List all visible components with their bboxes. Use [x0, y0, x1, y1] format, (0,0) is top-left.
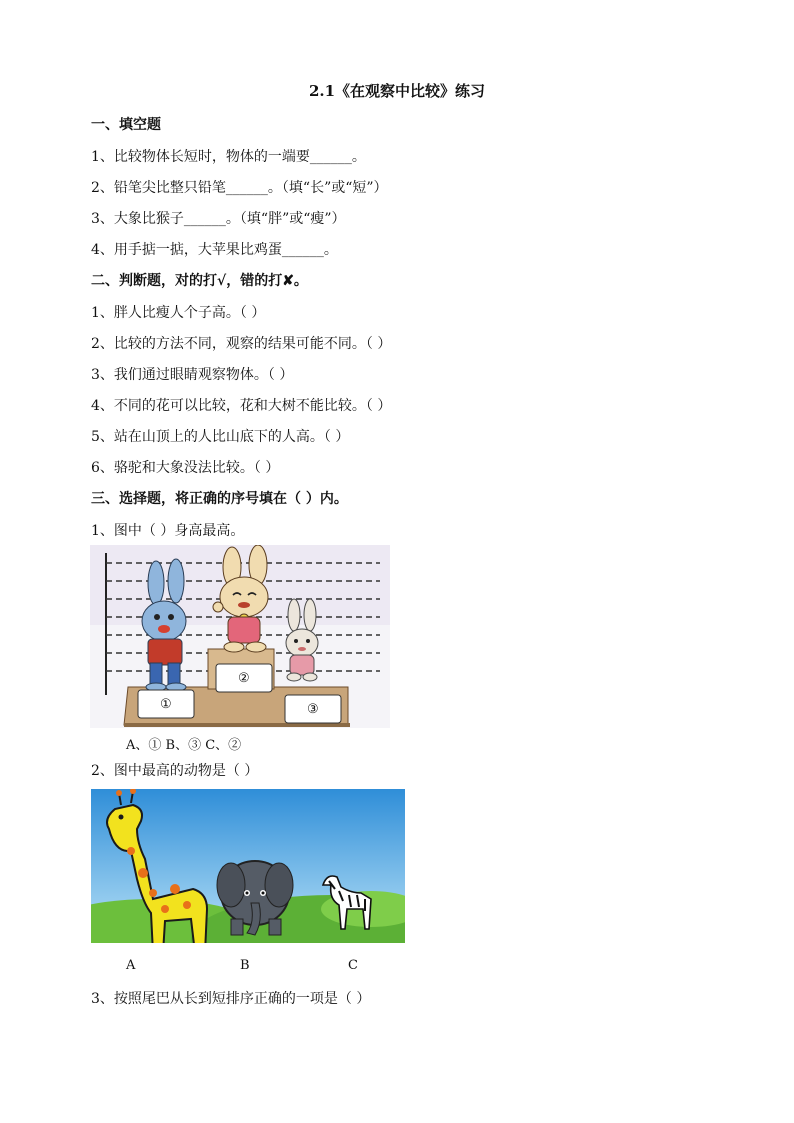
- box-label-3: ③: [307, 702, 319, 717]
- section1-heading: 一、填空题: [91, 117, 161, 133]
- box-label-1: ①: [160, 697, 172, 712]
- section3-heading: 三、选择题，将正确的序号填在（ ）内。: [91, 491, 348, 507]
- judge-question-1: 1、胖人比瘦人个子高。（ ）: [91, 305, 266, 321]
- judge-question-3: 3、我们通过眼睛观察物体。（ ）: [91, 367, 294, 383]
- choice-question-2: 2、图中最高的动物是（ ）: [91, 763, 259, 779]
- animal-label-b: B: [240, 958, 250, 973]
- fill-question-3: 3、大象比猴子______。（填“胖”或“瘦”）: [91, 211, 346, 227]
- judge-question-4: 4、不同的花可以比较，花和大树不能比较。（ ）: [91, 398, 392, 414]
- animal-label-a: A: [126, 958, 136, 973]
- rabbits-height-figure: [90, 545, 390, 728]
- judge-question-5: 5、站在山顶上的人比山底下的人高。（ ）: [91, 429, 350, 445]
- fill-question-4: 4、用手掂一掂，大苹果比鸡蛋______。: [91, 242, 338, 258]
- judge-question-6: 6、骆驼和大象没法比较。（ ）: [91, 460, 280, 476]
- page-title: 2.1《在观察中比较》练习: [308, 82, 486, 100]
- judge-question-2: 2、比较的方法不同，观察的结果可能不同。（ ）: [91, 336, 392, 352]
- animal-label-c: C: [348, 958, 358, 973]
- choice-question-3: 3、按照尾巴从长到短排序正确的一项是（ ）: [91, 991, 371, 1007]
- section2-heading: 二、判断题，对的打√，错的打✘。: [91, 273, 308, 289]
- choice-question-1: 1、图中（ ）身高最高。: [91, 523, 245, 539]
- box-label-2: ②: [238, 671, 250, 686]
- fill-question-2: 2、铅笔尖比整只铅笔______。（填“长”或“短”）: [91, 180, 388, 196]
- choice-options-1: A、① B、③ C、②: [126, 738, 242, 753]
- fill-question-1: 1、比较物体长短时，物体的一端要______。: [91, 149, 366, 165]
- animals-height-figure: [91, 789, 405, 943]
